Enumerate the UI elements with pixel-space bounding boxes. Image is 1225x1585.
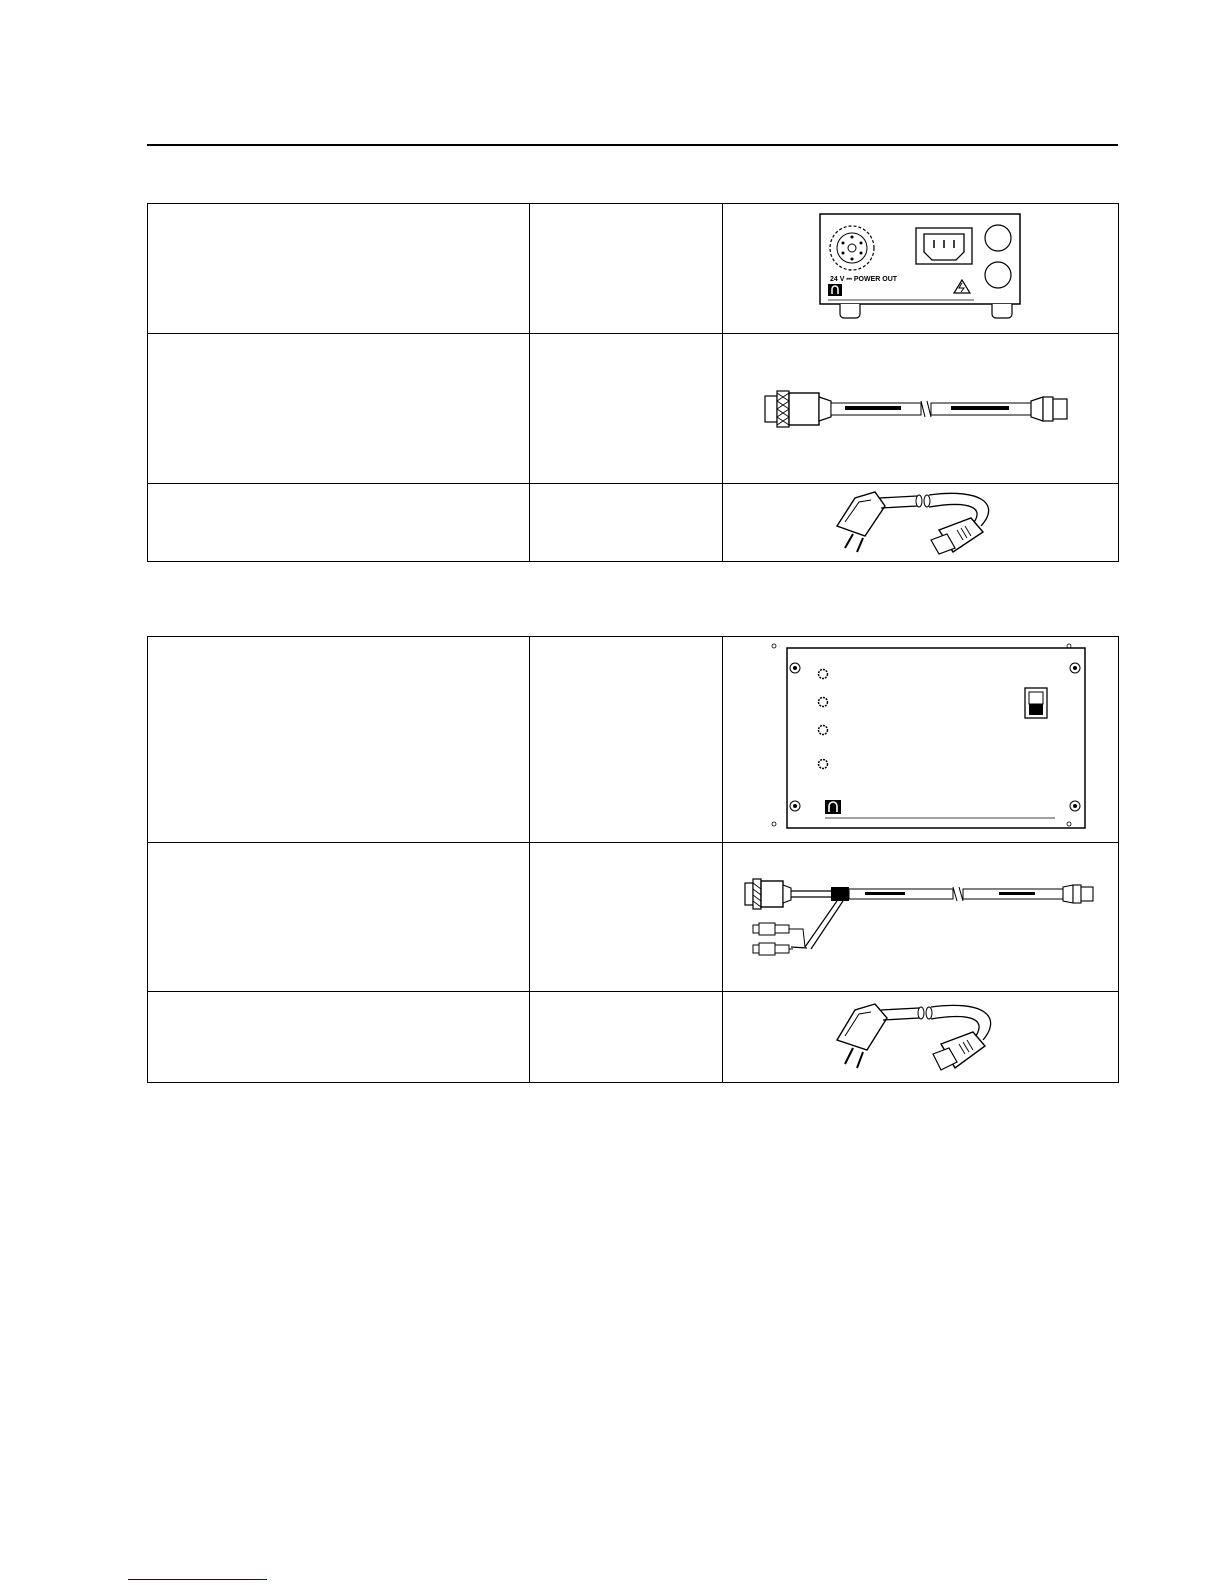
- parts-table-2: [147, 636, 1119, 1083]
- description-cell: [148, 992, 530, 1083]
- power-supply-front-panel-icon: [816, 210, 1026, 328]
- figure-cell: [723, 334, 1119, 484]
- table-row: [148, 334, 1119, 484]
- code-cell: [530, 637, 723, 843]
- code-cell: [530, 843, 723, 992]
- connector-label: 24 V ⎓ POWER OUT: [829, 275, 897, 283]
- footer-link-underline[interactable]: [128, 1579, 267, 1580]
- code-cell: [530, 484, 723, 562]
- code-cell: [530, 204, 723, 334]
- control-panel-plate-icon: [747, 640, 1095, 840]
- figure-cell: [723, 204, 1119, 334]
- figure-cell: [723, 484, 1119, 562]
- dc-power-cable-icon: [761, 379, 1081, 439]
- table-row: [148, 992, 1119, 1083]
- description-cell: [148, 843, 530, 992]
- parts-table-1: [147, 203, 1119, 562]
- figure-cell: [723, 992, 1119, 1083]
- description-cell: [148, 637, 530, 843]
- table-row: [148, 204, 1119, 334]
- description-cell: [148, 204, 530, 334]
- y-power-cable-icon: [741, 867, 1101, 967]
- mains-cable-icon: [831, 996, 1011, 1078]
- description-cell: [148, 484, 530, 562]
- table-row: [148, 637, 1119, 843]
- top-rule: [147, 144, 1118, 146]
- table-row: [148, 484, 1119, 562]
- table-row: [148, 843, 1119, 992]
- mains-cable-icon: [831, 486, 1011, 560]
- figure-cell: [723, 637, 1119, 843]
- figure-cell: [723, 843, 1119, 992]
- code-cell: [530, 992, 723, 1083]
- description-cell: [148, 334, 530, 484]
- code-cell: [530, 334, 723, 484]
